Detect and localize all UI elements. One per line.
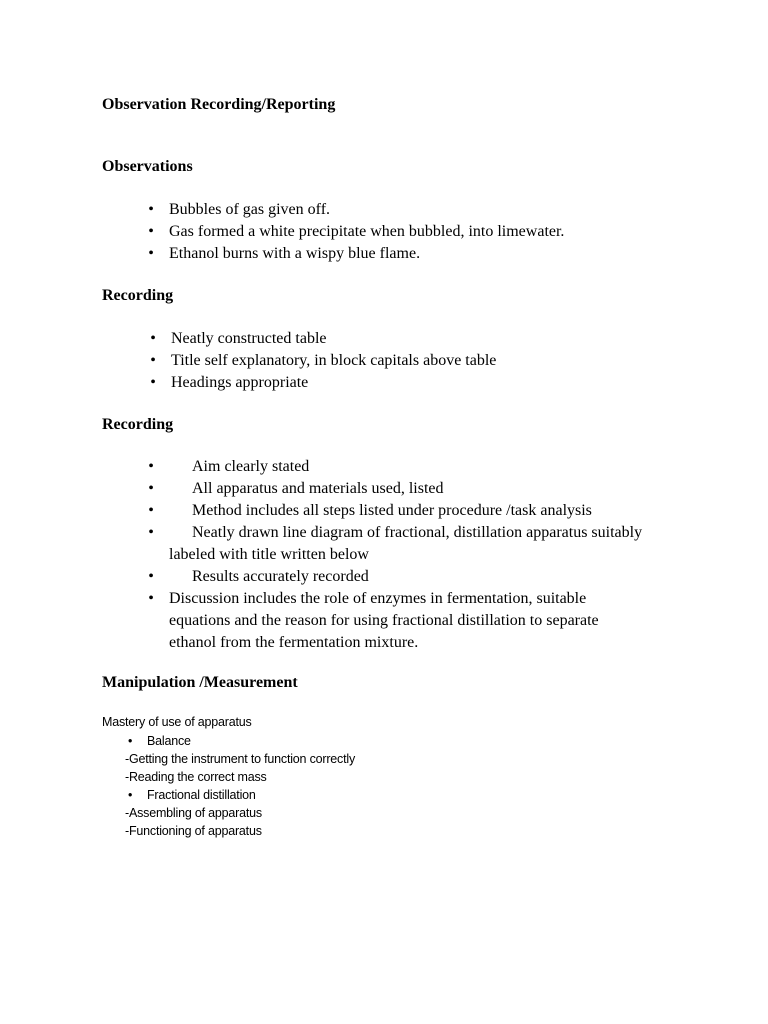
list-item: • Title self explanatory, in block capitals above table xyxy=(171,350,751,372)
list-item: • Method includes all steps listed under procedure /task analysis xyxy=(169,500,649,522)
bullet-icon: • xyxy=(150,352,156,369)
bullet-icon: • xyxy=(150,374,156,391)
recording-heading: Recording xyxy=(102,287,174,304)
list-item: • Discussion includes the role of enzymes in fermentation, suitable equations and the reason for using fractional distillation to separate ethanol from the fermentation mixture. xyxy=(169,588,649,654)
recording-list xyxy=(150,328,751,394)
list-item: • Neatly constructed table xyxy=(171,328,751,350)
manipulation-heading: Manipulation /Measurement xyxy=(102,674,298,691)
list-item: • Ethanol burns with a wispy blue flame. xyxy=(169,243,749,265)
bullet-icon: • xyxy=(148,245,154,262)
list-item: • Headings appropriate xyxy=(171,372,751,394)
list-item: • Gas formed a white precipitate when bubbled, into limewater. xyxy=(169,221,749,243)
bullet-icon: • xyxy=(148,480,154,497)
bullet-icon: • xyxy=(148,223,154,240)
mastery-lead: Mastery of use of apparatus xyxy=(102,715,252,729)
balance-detail: -Getting the instrument to function correctly xyxy=(125,752,355,766)
distillation-detail: -Functioning of apparatus xyxy=(125,824,262,838)
bullet-icon: • xyxy=(148,458,154,475)
bullet-icon: • xyxy=(128,788,133,802)
list-item: • Neatly drawn line diagram of fractional, distillation apparatus suitably labeled with title written below xyxy=(169,522,649,566)
bullet-icon: • xyxy=(128,734,133,748)
bullet-icon: • xyxy=(150,330,156,347)
list-item: • All apparatus and materials used, listed xyxy=(169,478,649,500)
bullet-icon: • xyxy=(148,568,154,585)
recording-list-2 xyxy=(148,456,649,654)
list-item: • Aim clearly stated xyxy=(169,456,649,478)
bullet-icon: • xyxy=(148,524,154,541)
list-item: • Bubbles of gas given off. xyxy=(169,199,749,221)
balance-detail: -Reading the correct mass xyxy=(125,770,267,784)
document-title: Observation Recording/Reporting xyxy=(102,96,336,113)
observations-heading: Observations xyxy=(102,158,193,175)
bullet-icon: • xyxy=(148,590,154,607)
balance-item: • Balance xyxy=(128,734,191,748)
observations-list xyxy=(148,199,749,265)
bullet-icon: • xyxy=(148,502,154,519)
bullet-icon: • xyxy=(148,201,154,218)
distillation-item: • Fractional distillation xyxy=(128,788,256,802)
distillation-detail: -Assembling of apparatus xyxy=(125,806,262,820)
list-item: • Results accurately recorded xyxy=(169,566,649,588)
recording-heading-2: Recording xyxy=(102,416,174,433)
